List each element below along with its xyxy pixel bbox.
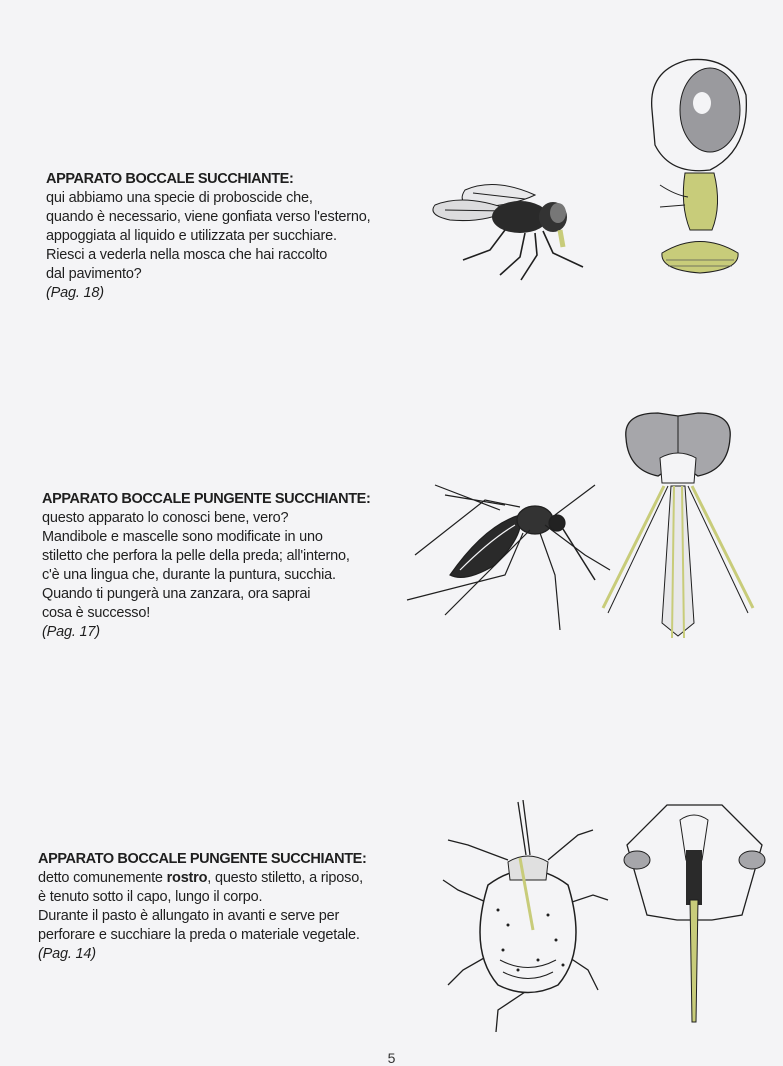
section-2-heading: APPARATO BOCCALE PUNGENTE SUCCHIANTE: [42, 491, 371, 507]
section-1-heading: APPARATO BOCCALE SUCCHIANTE: [46, 171, 294, 187]
section-3-line: perforare e succhiare la preda o materiale vegetale. [38, 927, 360, 943]
section-1-line: Riesci a vederla nella mosca che hai raccolto [46, 247, 328, 263]
section-3-heading: APPARATO BOCCALE PUNGENTE SUCCHIANTE: [38, 851, 367, 867]
section-2-line: cosa è successo! [42, 605, 151, 621]
section-2-line: stiletto che perfora la pelle della preda; all'interno, [42, 548, 350, 564]
shield-bug-illustration [438, 800, 613, 1035]
section-1-line: dal pavimento? [46, 266, 142, 282]
section-2-line: questo apparato lo conosci bene, vero? [42, 510, 289, 526]
section-1-line: quando è necessario, viene gonfiata verso l'esterno, [46, 209, 371, 225]
section-3-line-1-post: , questo stiletto, a riposo, [207, 870, 363, 886]
section-3-page-ref: (Pag. 14) [38, 946, 96, 962]
section-3-text [38, 850, 366, 964]
fly-illustration [425, 175, 595, 285]
section-2-page-ref: (Pag. 17) [42, 624, 100, 640]
section-2-line: Quando ti pungerà una zanzara, ora saprai [42, 586, 311, 602]
section-1-line: appoggiata al liquido e utilizzata per succhiare. [46, 228, 337, 244]
section-3-line: è tenuto sotto il capo, lungo il corpo. [38, 889, 263, 905]
bug-rostrum-detail [622, 800, 767, 1025]
rostro-term: rostro [166, 870, 208, 886]
mosquito-illustration [405, 465, 615, 635]
section-3-line-1-pre: detto comunemente [38, 870, 167, 886]
section-2-line: c'è una lingua che, durante la puntura, succhia. [42, 567, 336, 583]
section-3-line: Durante il pasto è allungato in avanti e serve per [38, 908, 340, 924]
page-number: 5 [387, 1050, 396, 1066]
fly-mouthpart-detail [640, 55, 750, 280]
section-1-line: qui abbiamo una specie di proboscide che, [46, 190, 313, 206]
mosquito-mouthpart-detail [598, 408, 758, 643]
section-1-page-ref: (Pag. 18) [46, 285, 104, 301]
section-3-line-1 [38, 869, 366, 888]
section-1-text [46, 170, 370, 303]
section-2-text [42, 490, 370, 642]
section-2-line: Mandibole e mascelle sono modificate in uno [42, 529, 323, 545]
